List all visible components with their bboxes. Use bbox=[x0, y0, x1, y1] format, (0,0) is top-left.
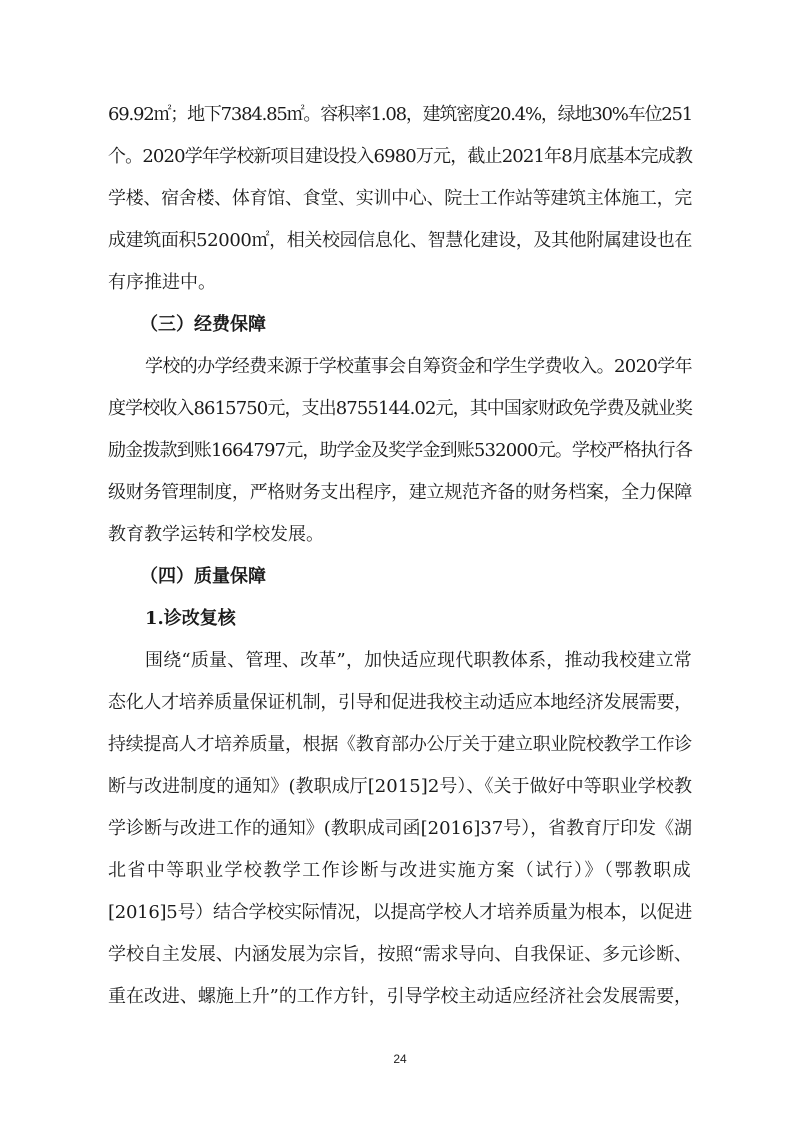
text-line-content: 态化人才培养质量保证机制，引导和促进我校主动适应本地经济发展需要， bbox=[108, 692, 692, 713]
section-heading-quality bbox=[108, 556, 692, 598]
text-line-content: 重在改进、螺施上升”的工作方针，引导学校主动适应经济社会发展需要， bbox=[108, 986, 692, 1007]
text-line-content: 学校的办学经费来源于学校董事会自筹资金和学生学费收入。2020学年 bbox=[145, 356, 692, 377]
text-line-content: 断与改进制度的通知》(教职成厅[2015]2号）、《关于做好中等职业学校教 bbox=[108, 776, 692, 797]
text-line bbox=[108, 430, 692, 472]
text-line bbox=[108, 640, 692, 682]
text-line bbox=[108, 976, 692, 1018]
text-line-content: 有序推进中。 bbox=[108, 272, 216, 293]
text-line-content: 成建筑面积52000㎡，相关校园信息化、智慧化建设，及其他附属建设也在 bbox=[108, 230, 692, 251]
text-line bbox=[108, 724, 692, 766]
page-number: 24 bbox=[393, 1052, 407, 1066]
text-line-content: 北省中等职业学校教学工作诊断与改进实施方案（试行）》（鄂教职成 bbox=[108, 860, 692, 881]
text-line bbox=[108, 178, 692, 220]
text-line bbox=[108, 346, 692, 388]
text-line-content: 级财务管理制度，严格财务支出程序，建立规范齐备的财务档案，全力保障 bbox=[108, 482, 692, 503]
text-line bbox=[108, 934, 692, 976]
text-line bbox=[108, 766, 692, 808]
subsection-heading-text: 1.诊改复核 bbox=[145, 608, 236, 629]
text-line bbox=[108, 388, 692, 430]
text-line-content: 持续提高人才培养质量，根据《教育部办公厅关于建立职业院校教学工作诊 bbox=[108, 734, 692, 755]
text-line bbox=[108, 682, 692, 724]
text-line-content: 围绕“质量、管理、改革”，加快适应现代职教体系，推动我校建立常 bbox=[145, 650, 692, 671]
text-line bbox=[108, 136, 692, 178]
text-line bbox=[108, 94, 692, 136]
page-body bbox=[108, 94, 692, 1018]
text-line bbox=[108, 808, 692, 850]
text-line-content: 学校自主发展、内涵发展为宗旨，按照“需求导向、自我保证、多元诊断、 bbox=[108, 944, 692, 965]
text-line bbox=[108, 850, 692, 892]
text-line bbox=[108, 220, 692, 262]
text-line bbox=[108, 262, 692, 304]
text-line-content: 学诊断与改进工作的通知》(教职成司函[2016]37号），省教育厅印发《湖 bbox=[108, 818, 692, 839]
text-line-content: 69.92㎡；地下7384.85㎡。容积率1.08，建筑密度20.4%，绿地30%车位251 bbox=[108, 104, 692, 125]
section-heading-funding bbox=[108, 304, 692, 346]
text-line-content: [2016]5号）结合学校实际情况，以提高学校人才培养质量为根本，以促进 bbox=[108, 902, 692, 923]
text-line-content: 度学校收入8615750元，支出8755144.02元，其中国家财政免学费及就业奖 bbox=[108, 398, 692, 419]
text-line-content: 学楼、宿舍楼、体育馆、食堂、实训中心、院士工作站等建筑主体施工，完 bbox=[108, 188, 692, 209]
text-line-content: 个。2020学年学校新项目建设投入6980万元，截止2021年8月底基本完成教 bbox=[108, 146, 692, 167]
subsection-heading bbox=[108, 598, 692, 640]
section-heading-text: （三）经费保障 bbox=[140, 314, 266, 335]
text-line bbox=[108, 892, 692, 934]
section-heading-text: （四）质量保障 bbox=[140, 566, 266, 587]
text-line bbox=[108, 472, 692, 514]
text-line bbox=[108, 514, 692, 556]
text-line-content: 励金拨款到账1664797元，助学金及奖学金到账532000元。学校严格执行各 bbox=[108, 440, 692, 461]
text-line-content: 教育教学运转和学校发展。 bbox=[108, 524, 324, 545]
